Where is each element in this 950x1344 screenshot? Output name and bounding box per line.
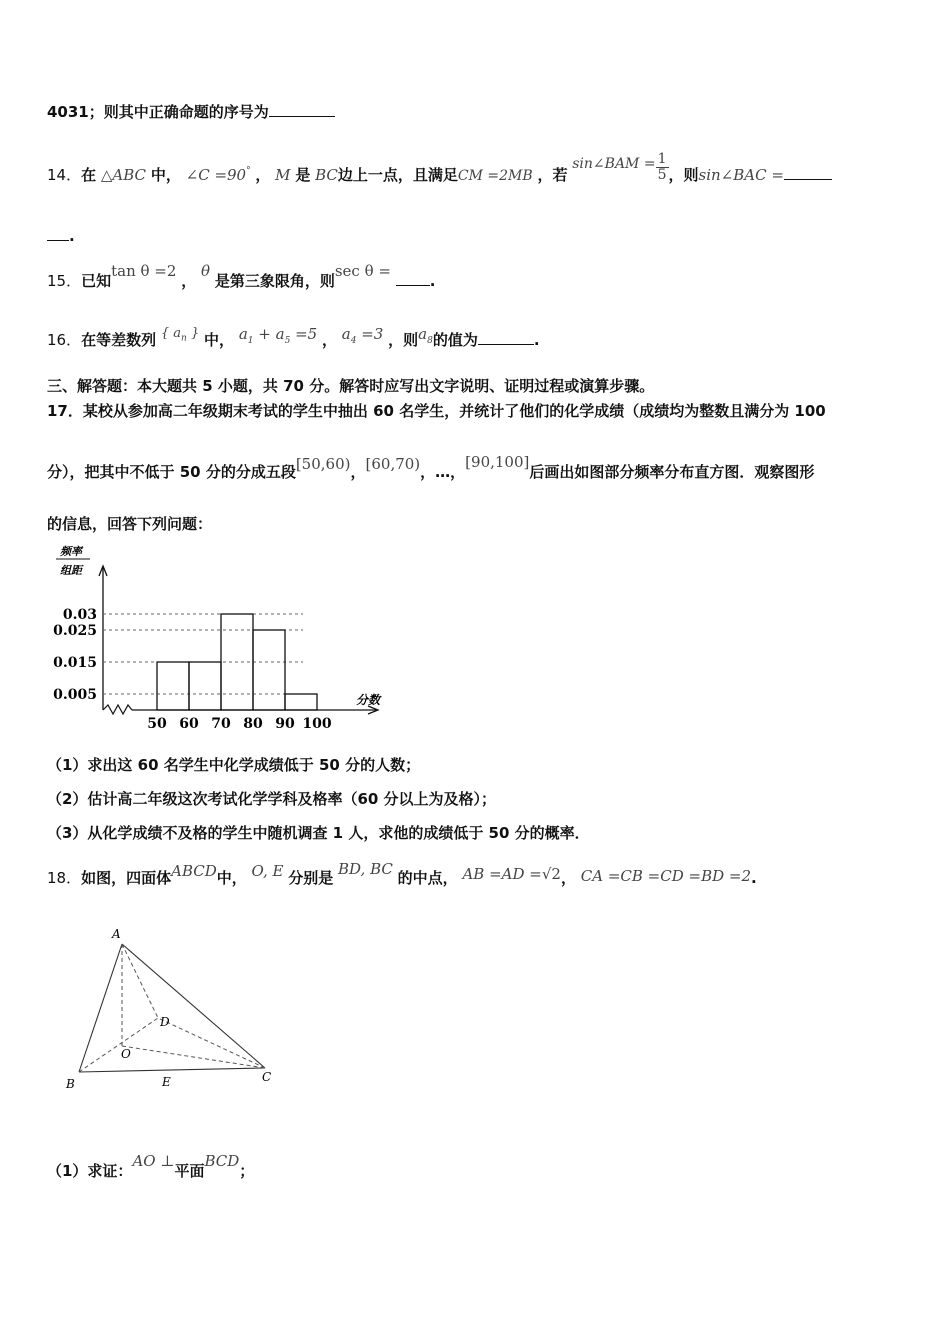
q18-text: 分别是 bbox=[288, 869, 334, 887]
sub-4: 4 bbox=[350, 336, 357, 346]
x-axis-label: 分数 bbox=[356, 693, 381, 707]
point-label-o: O bbox=[121, 1047, 131, 1061]
question-15 bbox=[47, 262, 436, 291]
q16-math-a8 bbox=[418, 325, 433, 346]
sub-8: 8 bbox=[427, 336, 433, 346]
histogram-bar bbox=[189, 662, 221, 710]
q16-text: ， bbox=[321, 331, 337, 349]
q18-sub1-text: 平面 bbox=[174, 1162, 205, 1180]
y-tick-label: 0.005 bbox=[53, 687, 97, 703]
q14-text: 中， bbox=[150, 166, 181, 184]
q14-text: ，则 bbox=[668, 166, 699, 184]
q17-line-3: 的信息，回答下列问题： bbox=[47, 515, 213, 533]
q18-math-ab-ad bbox=[462, 865, 561, 883]
vertex-label-a: A bbox=[112, 927, 121, 941]
q14-text: 边上一点，且满足 bbox=[337, 166, 458, 184]
x-tick-label: 80 bbox=[243, 716, 263, 732]
y-tick-label: 0.03 bbox=[62, 607, 97, 623]
q15-text: ， bbox=[181, 272, 197, 290]
q16-text: 中， bbox=[204, 331, 235, 349]
y-axis-label-top: 频率 bbox=[60, 545, 82, 558]
answer-blank bbox=[784, 165, 832, 180]
q15-period: . bbox=[429, 272, 436, 290]
q15-math-sec: sec θ = bbox=[334, 262, 391, 280]
q13-tail-line bbox=[47, 102, 335, 122]
vertex-label-b: B bbox=[66, 1077, 75, 1091]
q14-math-angle: ∠C =90 bbox=[185, 166, 247, 184]
seq-brace: } bbox=[186, 326, 200, 341]
histogram-bar bbox=[157, 662, 189, 710]
q16-number: 16． bbox=[47, 331, 82, 349]
q18-math-edges: CA =CB =CD =BD =2 bbox=[580, 867, 752, 885]
q17-line-2 bbox=[47, 453, 815, 482]
q17-interval-1: [50,60) bbox=[295, 455, 351, 473]
q17-text: ， bbox=[350, 463, 366, 481]
q18-math-abcd: ABCD bbox=[171, 862, 217, 880]
q16-text: 在等差数列 bbox=[81, 331, 157, 349]
q15-number: 15． bbox=[47, 272, 82, 290]
q18-period: . bbox=[751, 869, 757, 887]
q16-math-a4 bbox=[341, 325, 384, 346]
question-18 bbox=[47, 860, 757, 888]
question-14 bbox=[47, 151, 832, 191]
q15-text: 已知 bbox=[81, 272, 112, 290]
tetrahedron-figure bbox=[60, 920, 290, 1100]
q17-sub-1: （1）求出这 60 名学生中化学成绩低于 50 分的人数； bbox=[47, 756, 421, 774]
q14-math-cm: CM =2MB bbox=[457, 168, 533, 184]
x-tick-label: 70 bbox=[211, 716, 231, 732]
answer-blank bbox=[269, 102, 335, 117]
q16-text: ，则 bbox=[388, 331, 419, 349]
fraction-denominator: 5 bbox=[657, 167, 667, 183]
q17-text: 分），把其中不低于 50 分的分成五段 bbox=[47, 463, 296, 481]
vertex-label-c: C bbox=[262, 1070, 272, 1084]
q17-text: 后画出如图部分频率分布直方图．观察图形 bbox=[529, 463, 815, 481]
x-tick-label: 90 bbox=[275, 716, 295, 732]
histogram-bar bbox=[253, 630, 285, 710]
q16-text: 的值为 bbox=[432, 331, 478, 349]
sub-1: 1 bbox=[247, 336, 254, 346]
q17-sub-3: （3）从化学成绩不及格的学生中随机调查 1 人，求他的成绩低于 50 分的概率． bbox=[47, 824, 590, 842]
q14-number: 14． bbox=[47, 166, 82, 184]
x-tick-label: 100 bbox=[302, 716, 332, 732]
q14-math-triangle: △ABC bbox=[100, 166, 147, 184]
q16-period: . bbox=[533, 331, 540, 349]
q18-number: 18． bbox=[47, 869, 82, 887]
point-label-e: E bbox=[162, 1075, 171, 1089]
q18-text: 中， bbox=[216, 869, 247, 887]
edge-ab bbox=[79, 944, 122, 1072]
x-axis-break bbox=[103, 705, 132, 714]
q14-degree: ° bbox=[246, 166, 251, 176]
q14-period: . bbox=[69, 227, 75, 245]
q18-text: 如图，四面体 bbox=[81, 869, 172, 887]
q14-text: ，若 bbox=[537, 166, 568, 184]
edge-bd bbox=[79, 1018, 158, 1072]
q14-fraction bbox=[656, 152, 669, 183]
sub-5: 5 bbox=[284, 336, 291, 346]
q17-text: ，…， bbox=[420, 463, 466, 481]
a1: a bbox=[238, 325, 248, 343]
q14-text: ， bbox=[255, 166, 271, 184]
plus-a5: + a bbox=[253, 325, 285, 343]
q18-sub-1 bbox=[47, 1152, 255, 1181]
q15-math-tan: tan θ =2 bbox=[111, 262, 177, 280]
edge-bc bbox=[79, 1068, 265, 1072]
seq-a: { a bbox=[160, 326, 182, 341]
q18-text: ， bbox=[560, 869, 576, 887]
a4: a bbox=[341, 325, 351, 343]
x-tick-label: 60 bbox=[179, 716, 199, 732]
q14-math-sin-bam: sin∠BAM = bbox=[572, 156, 656, 172]
y-tick-label: 0.015 bbox=[53, 655, 97, 671]
eq-5: =5 bbox=[290, 325, 318, 343]
q18-math-oe: O, E bbox=[251, 862, 284, 880]
q14-math-sin-bac: sin∠BAC = bbox=[698, 166, 784, 184]
fraction-numerator: 1 bbox=[657, 151, 667, 167]
q13-tail-text: 4031；则其中正确命题的序号为 bbox=[47, 103, 269, 121]
ab-ad-eq: AB =AD = bbox=[462, 865, 542, 883]
edge-cd bbox=[158, 1018, 265, 1068]
q18-sub1-math-ao: AO ⊥ bbox=[132, 1152, 175, 1170]
q17-interval-3: [90,100] bbox=[465, 453, 530, 471]
x-tick-label: 50 bbox=[147, 716, 167, 732]
frequency-histogram bbox=[40, 542, 400, 742]
answer-blank bbox=[396, 271, 430, 286]
q16-math-sequence bbox=[160, 326, 200, 344]
q16-math-a1a5 bbox=[238, 325, 318, 346]
q18-sub1-text: （1）求证： bbox=[47, 1162, 133, 1180]
q18-math-bd-bc: BD, BC bbox=[338, 860, 393, 878]
q18-text: 的中点， bbox=[397, 869, 458, 887]
vertex-label-d: D bbox=[160, 1015, 170, 1029]
answer-blank bbox=[478, 330, 534, 345]
q14-math-bc: BC bbox=[315, 166, 338, 184]
q17-line-1: 17．某校从参加高二年级期末考试的学生中抽出 60 名学生，并统计了他们的化学成绩（成绩均为整数且满分为 100 bbox=[47, 402, 826, 420]
q18-sub1-math-bcd: BCD bbox=[204, 1152, 240, 1170]
section-3-heading: 三、解答题：本大题共 5 小题，共 70 分。解答时应写出文字说明、证明过程或演算步骤。 bbox=[47, 377, 655, 395]
q14-math-m: M bbox=[275, 166, 291, 184]
y-tick-label: 0.025 bbox=[53, 623, 97, 639]
question-16 bbox=[47, 325, 540, 357]
eq-3: =3 bbox=[356, 325, 384, 343]
q14-text: 是 bbox=[295, 166, 311, 184]
edge-ad bbox=[122, 944, 158, 1018]
q17-interval-2: [60,70) bbox=[365, 455, 421, 473]
answer-blank bbox=[47, 226, 69, 241]
a8: a bbox=[418, 325, 428, 343]
q15-text: 是第三象限角，则 bbox=[214, 272, 335, 290]
q14-text: 在 bbox=[81, 166, 97, 184]
q18-sub1-text: ； bbox=[239, 1162, 255, 1180]
histogram-bar bbox=[285, 694, 317, 710]
seq-subscript: n bbox=[181, 333, 187, 344]
q17-sub-2: （2）估计高二年级这次考试化学学科及格率（60 分以上为及格）； bbox=[47, 790, 497, 808]
y-axis-label-bottom: 组距 bbox=[60, 564, 82, 577]
q14-continuation bbox=[47, 226, 75, 246]
q15-math-theta: θ bbox=[201, 262, 211, 280]
sqrt-2: √2 bbox=[541, 865, 561, 883]
